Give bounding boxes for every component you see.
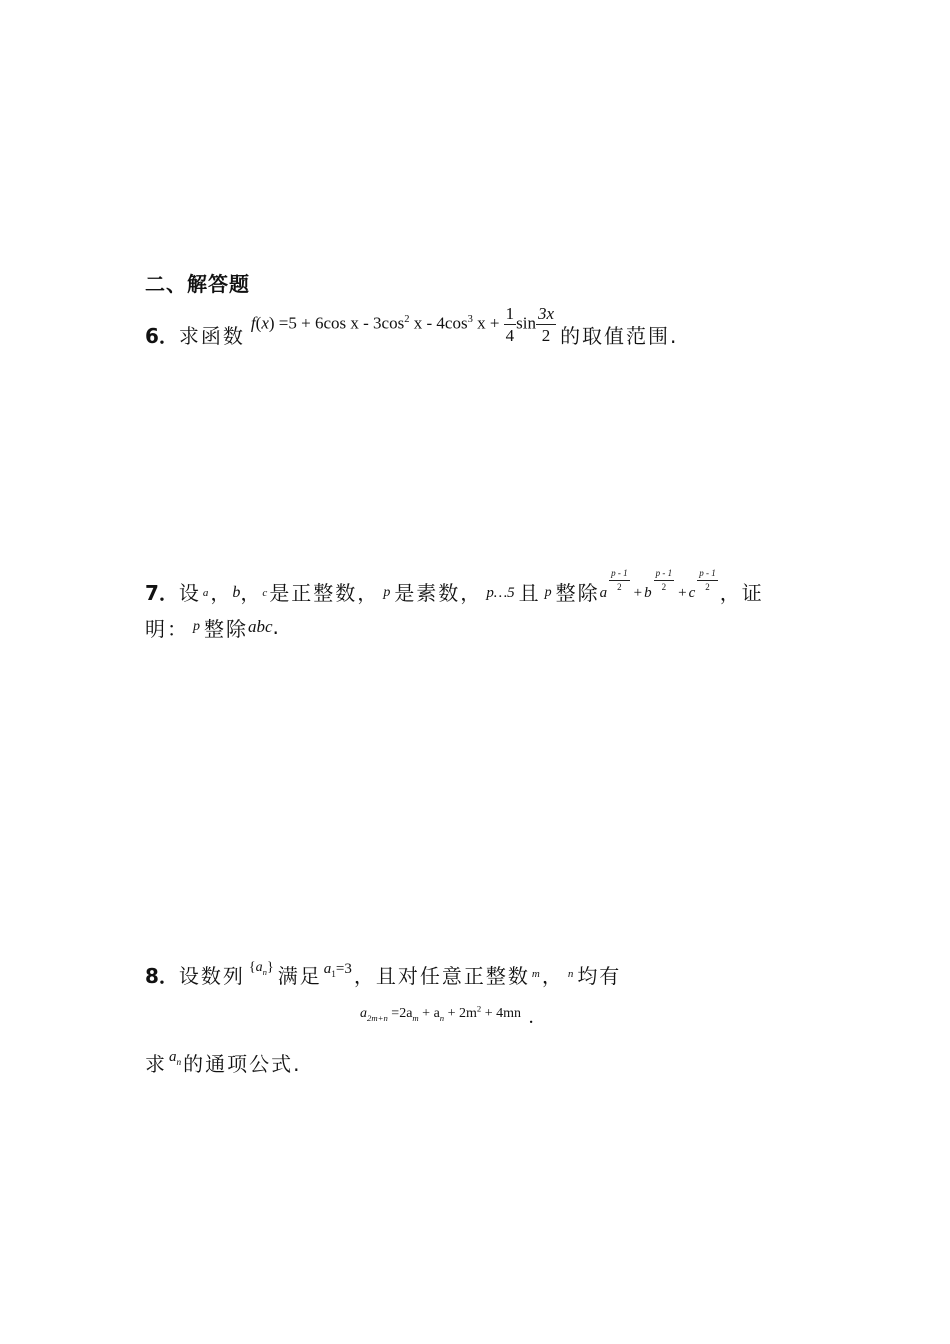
question-number: 8． <box>145 963 179 988</box>
recurrence-equation: $a_{2m+n} =2a_m + a_n + 2m^2 + 4mn$ . <box>360 1003 534 1028</box>
var-c: c <box>262 587 268 599</box>
power-sum-formula: a $\frac{p - 1}{2}$ + b $\frac{p - 1}{2}$ + c $\frac{p - 1}{2}$ <box>599 568 716 601</box>
question-8: 8． 设数列 $\{a_n\}$ 满足 $a_1=3$ ，且对任意正整数 m ， n 均有 <box>145 959 622 988</box>
var-b: b <box>232 584 241 601</box>
question-number: 7． <box>145 581 179 605</box>
question-7-line2: 明： p 整除 abc . <box>145 615 281 641</box>
function-formula: f(x) =5 + 6cos x - $3\cos^2$ x - $4\cos^3$ x + $\frac{1}{4}$ sin $\frac{3x}{2}$ <box>250 303 555 345</box>
question-6 <box>145 304 678 364</box>
sequence-symbol: $\{a_n\}$ <box>248 959 274 977</box>
question-text: 求函数 <box>178 323 245 348</box>
question-number: 6． <box>145 323 179 348</box>
var-abc: abc <box>248 617 273 636</box>
var-a: a <box>202 587 209 599</box>
section-heading: 二、解答题 <box>145 272 250 296</box>
question-text-tail: 的取值范围. <box>560 323 679 348</box>
var-p: p <box>383 585 391 600</box>
prime-condition: p…5 <box>486 585 515 601</box>
question-7: 7． 设 a ， b ， c 是正整数， p 是素数， p…5 且 p 整除 a $\frac{p - 1}{2}$ + b $\frac{p - 1}{2}$ + c $\frac{p - 1}{2}$ ，证 <box>145 562 764 608</box>
question-8-line3: 求 $a_n$ 的通项公式. <box>145 1048 302 1076</box>
general-term: $a_n$ <box>169 1048 182 1068</box>
initial-condition: $a_1=3$ <box>323 960 352 980</box>
